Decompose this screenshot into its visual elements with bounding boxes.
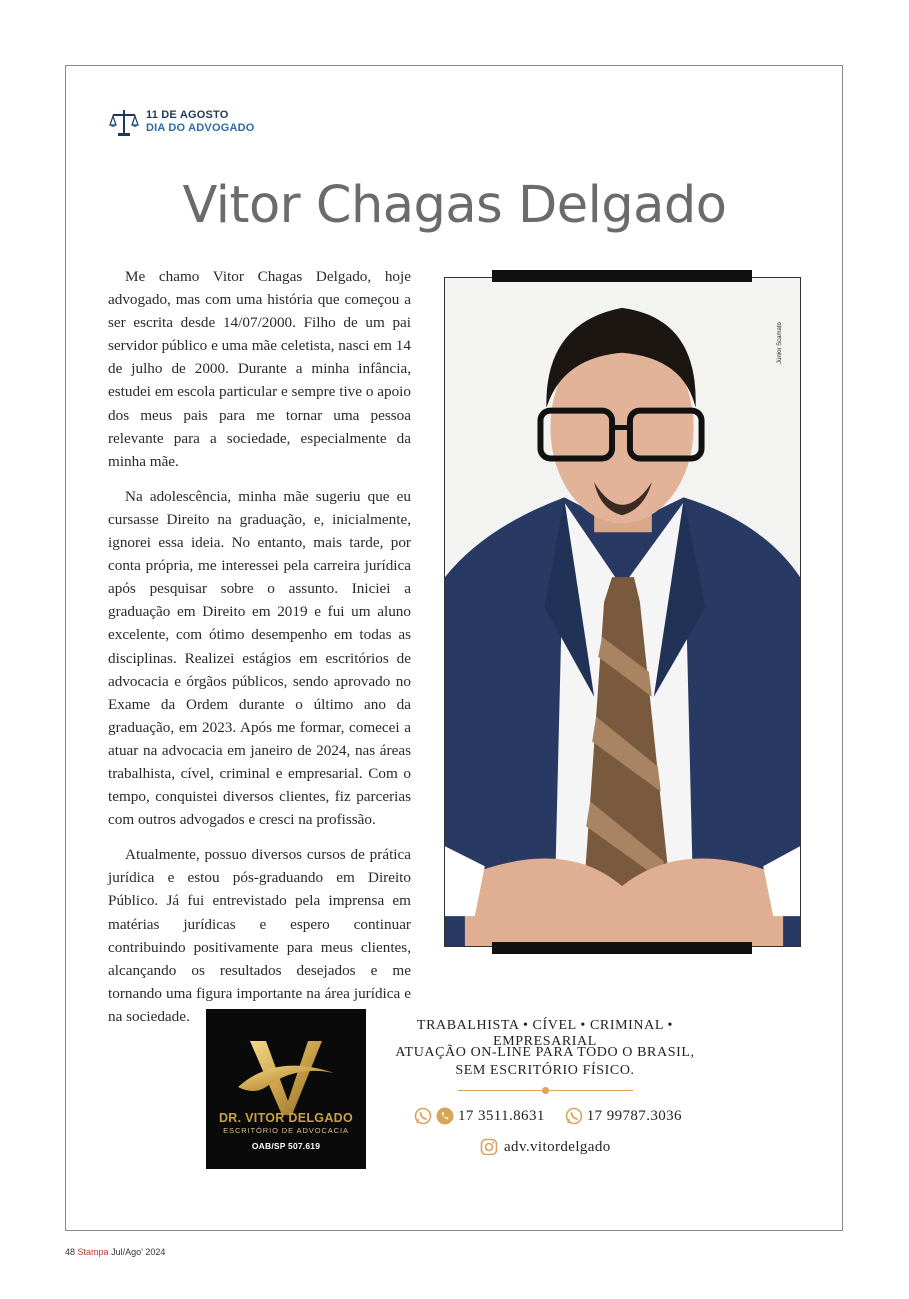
- article-title: Vitor Chagas Delgado: [182, 176, 727, 235]
- instagram-icon: [480, 1138, 498, 1156]
- phone-icon: [436, 1107, 454, 1125]
- edition: Jul/Ago' 2024: [111, 1247, 166, 1257]
- instagram-contact: [480, 1138, 611, 1156]
- portrait-photo: [444, 277, 801, 947]
- practice-areas: TRABALHISTA • CÍVEL • CRIMINAL • EMPRESARIAL: [416, 1018, 674, 1049]
- office-logo: [206, 1009, 366, 1169]
- instagram-handle[interactable]: adv.vitordelgado: [504, 1138, 611, 1155]
- phone-landline[interactable]: 17 3511.8631: [458, 1107, 545, 1124]
- section-header: [108, 106, 255, 138]
- logo-subtitle: ESCRITÓRIO DE ADVOCACIA: [223, 1126, 349, 1135]
- logo-name: DR. VITOR DELGADO: [218, 1111, 354, 1125]
- header-date: 11 DE AGOSTO: [146, 109, 229, 121]
- article-body: [108, 265, 411, 1040]
- photo-credit: [775, 318, 785, 378]
- paragraph: Na adolescência, minha mãe sugeriu que eu cursasse Direito na graduação, e, inicialmente, ignorei essa ideia. No entanto, mais tarde, por conta própria, me interessei pela carreira jurídica após pesquisar sobre o assunto. Iniciei a graduação em Direito em 2019 e fui um aluno excelente, com ótimo desempenho em todas as disciplinas. Realizei estágios em escritórios de advocacia e órgãos públicos, sendo aprovado no Exame da Ordem durante o último ano da graduação, em 2023. Após me formar, comecei a atuar na advocacia em janeiro de 2024, nas áreas trabalhista, cível, criminal e empresarial. Com o tempo, conquistei diversos clientes, fiz parcerias com outros advogados e cresci na profissão.: [108, 487, 411, 829]
- v-monogram-icon: [236, 1035, 336, 1117]
- online-line-1: ATUAÇÃO ON-LINE PARA TODO O BRASIL,: [395, 1045, 695, 1060]
- paragraph: Atualmente, possuo diversos cursos de prática jurídica e estou pós-graduando em Direito Público. Já fui entrevistado pela imprensa em matérias jurídicas e espero continuar contribuindo positivamente para meus clientes, alcançando os resultados desejados e me tornando uma figura importante na área jurídica e na sociedade.: [108, 846, 411, 1025]
- scales-of-justice-icon: [108, 106, 140, 138]
- photo-credit-text: Júnior Scamato: [777, 322, 783, 364]
- paragraph: Me chamo Vitor Chagas Delgado, hoje advogado, mas com uma história que começou a ser escrita desde 14/07/2000. Filho de um pai servidor público e uma mãe celetista, nasci em 14 de julho de 2000. Durante a minha infância, estudei em escola particular e sempre tive o apoio dos meus pais para me tornar uma pessoa relevante para a sociedade, especialmente da minha mãe.: [108, 268, 411, 470]
- online-notice: [370, 1044, 720, 1080]
- page-number: 48: [65, 1247, 76, 1257]
- page-footer: [65, 1247, 165, 1257]
- magazine-brand: Stampa: [77, 1247, 109, 1257]
- whatsapp-icon: [565, 1107, 583, 1125]
- phone-mobile[interactable]: 17 99787.3036: [586, 1107, 682, 1124]
- photo-bar-bottom: [492, 942, 752, 954]
- photo-bar-top: [492, 270, 752, 282]
- phone-contacts: [414, 1107, 682, 1125]
- online-line-2: SEM ESCRITÓRIO FÍSICO.: [455, 1063, 635, 1078]
- divider-dot: [542, 1087, 549, 1094]
- header-subtitle: DIA DO ADVOGADO: [146, 122, 255, 134]
- whatsapp-icon: [414, 1107, 432, 1125]
- logo-oab: OAB/SP 507.619: [251, 1141, 321, 1151]
